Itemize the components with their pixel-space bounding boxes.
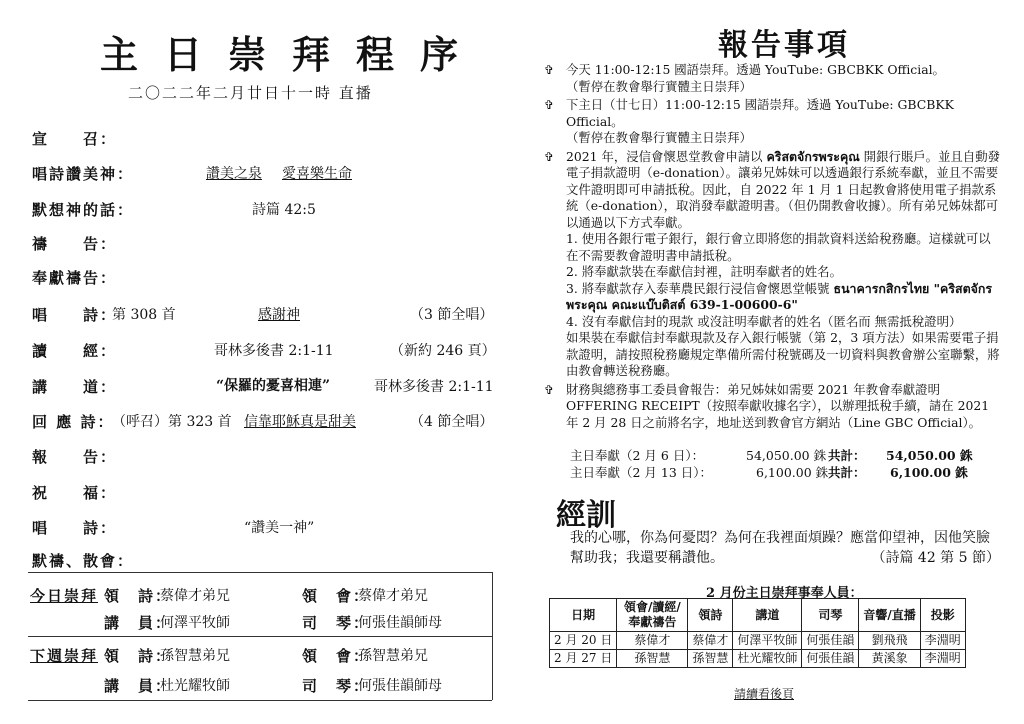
divider [28,636,492,637]
table-cell: 黃溪象 [859,650,920,668]
note-text: （暫停在教會舉行實體主日崇拜） [566,78,752,94]
table-header: 講道 [733,599,802,632]
table-cell: 孫智慧 [688,650,733,668]
offering-amount: 6,100.00 銖 [756,465,829,480]
roster-role: 領 會： [302,587,371,605]
roster-name: 杜光耀牧師 [160,678,230,694]
roster-name: 蔡偉才弟兄 [160,588,230,604]
program-label: 禱 告： [32,235,118,253]
table-cell: 劉飛飛 [859,632,920,650]
service-date: 二〇二二年二月廿日十一時 直播 [128,84,373,102]
offering-total: 6,100.00 銖 [890,465,968,480]
verse-text: 我的心哪，你為何憂悶？為何在我裡面煩躁？應當仰望神，因他笑臉幫助我；我還要稱讚他。 [570,530,990,566]
table-header: 音響/直播 [859,599,920,632]
program-label: 唱 詩： [32,519,118,537]
divider [492,572,493,700]
table-header: 日期 [550,599,617,632]
roster-role: 司 琴： [302,614,371,632]
table-cell: 蔡偉才 [688,632,733,650]
offering-total-label: 共計： [828,465,866,480]
cross-icon: ✞ [544,149,555,164]
table-header-row [550,599,966,632]
offering-label: 主日奉獻（2 月 13 日）： [570,465,713,480]
roster-name: 何澤平牧師 [160,615,230,631]
announcements [544,62,1002,433]
verse-ref: （詩篇 42 第 5 節） [871,550,1000,566]
note-text: 2021 年，浸信會懷恩堂教會申請以 คริสตจักรพระคุณ 開銀行賬戶。並且自動發電子捐款證明（e-donation）。讓弟兄姊妹可以透過銀行系統奉獻，並且不需要文件證明即可申請抵稅。因此，自 2022 年 1 月 1 日起教會將使用電子捐款系統（e-donation），取消發奉獻證明書。（但仍開教會收據）。所有弟兄姊妹都可以通過以下方式奉獻。 [566,148,1000,230]
note-text: 下主日（廿七日）11:00-12:15 國語崇拜。透過 YouTube: GBCBKK Official。 [566,97,954,129]
program-item: “讚美一神” [244,520,315,536]
program-item: 信靠耶穌真是甜美 [244,414,356,430]
table-cell: 2 月 20 日 [550,632,617,650]
roster-role: 領 會： [302,647,371,665]
table-header: 投影 [920,599,965,632]
cross-icon: ✞ [544,63,555,77]
next-label: 下週崇拜 [30,647,99,665]
table-cell: 何張佳韻 [802,650,859,668]
roster-name: 孫智慧弟兄 [358,648,428,664]
program-item: 哥林多後書 2:1-11 [214,343,334,359]
program-label: 默想神的話： [32,201,135,219]
table-cell: 蔡偉才 [617,632,688,650]
offering-total-label: 共計： [828,448,866,463]
program-label: 唱 詩： [32,306,118,324]
table-cell: 何澤平牧師 [733,632,802,650]
program-note: （新約 246 頁） [390,343,496,359]
table-cell: 孫智慧 [617,650,688,668]
offering-total: 54,050.00 銖 [886,448,973,463]
program-label: 祝 福： [32,484,118,502]
verse-block [570,528,1000,568]
offering-amount: 54,050.00 銖 [746,448,827,463]
table-row [550,650,966,668]
table-cell: 李淵明 [920,632,965,650]
program-item: 愛喜樂生命 [282,166,352,182]
divider [28,700,492,701]
today-label: 今日崇拜 [30,587,99,605]
page-title: 主日崇拜程序 [100,32,485,77]
note-text: （暫停在教會舉行實體主日崇拜） [566,130,752,145]
program-pre: 第 308 首 [112,307,176,323]
note-text: 今天 11:00-12:15 國語崇拜。透過 YouTube: GBCBKK Official。 [566,62,945,77]
program-note: 哥林多後書 2:1-11 [374,379,494,395]
program-label: 宣 召： [32,130,118,148]
note-step: 如果裝在奉獻信封奉獻現款及存入銀行帳號（第 2，3 項方法）如果需要電子捐款證明，請按照稅務廳規定準備所需付稅號碼及一切資料與教會辦公室聯繫，將由教會轉送稅務廳。 [566,330,1000,378]
announcements-title: 報告事項 [718,28,850,63]
duty-table [549,598,966,668]
program-label: 講 道： [32,378,118,396]
verse-title: 經訓 [556,498,616,533]
roster-role: 領 詩： [104,647,173,665]
roster-name: 何張佳韻師母 [358,615,442,631]
program-note: （3 節全唱） [410,307,494,323]
program-label: 奉獻禱告： [32,269,118,287]
table-cell: 2 月 27 日 [550,650,617,668]
cross-icon: ✞ [544,98,555,112]
note-step: 4. 沒有奉獻信封的現款 或沒註明奉獻者的姓名（匿名而 無需抵稅證明） [566,313,962,329]
program-label: 回 應 詩： [32,413,115,431]
program-pre: （呼召）第 323 首 [112,414,232,430]
roster-role: 司 琴： [302,677,371,695]
table-caption: 2 月份主日崇拜事奉人員： [706,586,863,601]
roster-role: 講 員： [104,614,173,632]
continued-note: 請續看後頁 [734,687,795,701]
program-label: 讀 經： [32,342,118,360]
program-item: 讚美之泉 [206,166,262,182]
table-cell: 杜光耀牧師 [733,650,802,668]
program-item: 感謝神 [258,307,300,323]
note-step: 2. 將奉獻款裝在奉獻信封裡，註明奉獻者的姓名。 [566,264,842,279]
program-label: 報 告： [32,448,118,466]
note-step: 3. 將奉獻款存入泰華農民銀行浸信會懷恩堂帳號 ธนาคารกสิกรไทย "คริสตจักรพระคุณ คณะแบ๊บติสต์ 639-1-00600-6" [566,280,993,312]
table-cell: 李淵明 [920,650,965,668]
note-step: 1. 使用各銀行電子銀行，銀行會立即將您的捐款資料送給稅務廳。這樣就可以在不需要教會證明書申請抵稅。 [566,231,991,263]
offering-label: 主日奉獻（2 月 6 日）： [570,448,705,463]
divider [28,572,492,573]
note-text: 財務與總務事工委員會報告：弟兄姊妹如需要 2021 年教會奉獻證明 OFFERING RECEIPT（按照奉獻收據名字），以辦理抵稅手續，請在 2021 年 2 月 28 日之前將名字，地址送到教會官方網站（Line GBC Official）。 [566,381,990,430]
table-header: 領詩 [688,599,733,632]
cross-icon: ✞ [544,382,555,397]
table-cell: 何張佳韻 [802,632,859,650]
table-header: 領會/讀經/奉獻禱告 [617,599,688,632]
program-label: 唱詩讚美神： [32,165,135,183]
roster-name: 孫智慧弟兄 [160,648,230,664]
program-label: 默禱、散會： [32,552,135,570]
roster-name: 何張佳韻師母 [358,678,442,694]
table-row [550,632,966,650]
sermon-title: “保羅的憂喜相連” [216,378,331,394]
roster-role: 領 詩： [104,587,173,605]
program-note: （4 節全唱） [410,414,494,430]
roster-role: 講 員： [104,677,173,695]
table-header: 司琴 [802,599,859,632]
roster-name: 蔡偉才弟兄 [358,588,428,604]
program-item: 詩篇 42:5 [252,202,316,218]
